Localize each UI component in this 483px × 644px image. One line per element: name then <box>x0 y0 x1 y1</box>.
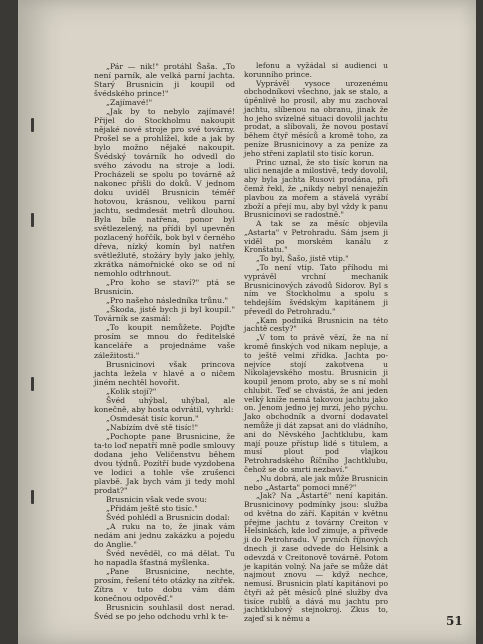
paragraph: „Pro koho se staví?" ptá se Brusnicin. <box>94 278 235 297</box>
paragraph: Brusnicin souhlasil dost nerad. Švéd se po jeho odchodu vrhl k te- <box>94 602 235 621</box>
paragraph: Švéd uhýbal, uhýbal, ale konečně, aby hosta odvrátil, vyhrkl: <box>94 395 235 414</box>
paragraph: „To není vtip. Tato příhodu mi vyprávěl vrchní mechanik Brusnicinových závodů Sidorov. Byl s ním ve Stockholmu a spolu s tehdejším švédským kapitánem ji převedl do Petrohradu." <box>244 262 388 316</box>
paragraph: Brusnicin však vede svou: <box>106 494 208 504</box>
left-text-column <box>94 62 235 621</box>
binding-mark <box>31 490 34 504</box>
paragraph: „Jak by to nebylo zajímavé! Přijel do Stockholmu nakoupit nějaké nové stroje pro své továrny. Prošel se a prohlížel, kde a jak by bylo možno nějaké nakoupit. Švédský továrník ho odvedl do svého závodu na stroje a lodi. Procházeli se spolu po továrně až nakonec přišli do doků. V jednom doku uviděl Brusnicin téměř hotovou, krásnou, velikou parní jachtu, sedmdesát metrů dlouhou. Byla bíle natřena, ponor byl světlezelený, na přídi byl upevněn pozlacený hořčík, bok byl v černého dřeva, nízký komín byl natřen světležlutě, stožáry byly jako jehly, zkrátka námořnické oko se od ní nemohlo odtrhnout. <box>94 107 235 279</box>
paragraph: „Kolik stojí?" <box>106 386 157 396</box>
paragraph: „Jak? Na „Astartě" není kapitán. Brusnicinovy podmínky jsou: služba od května do září. Kapitán v květnu přejme jachtu z továrny Creiton v Helsinkách, kde loď zimuje, a přivede ji do Petrohradu. V prvních říjnových dnech ji zase odvede do Helsink a odevzdá v Creitonově továrně. Potom je kapitán volný. Na jaře se může dát najmout znovu — když nechce, nemusí. Brusnicin platí kapitánovi po čtyři až pět měsíců plné služby dva tisíce rublů a dává mu jachtu pro jachtklubový stejnokroj. Zkus to, zajeď si k němu a <box>244 491 388 624</box>
paragraph: A tak se za měsíc objevila „Astarta" v Petrohradu. Sám jsem ji viděl po morském kanálu z Kronštatu." <box>244 219 388 255</box>
paragraph: „Nabízím dvě stě tisíc!" <box>106 422 199 432</box>
paragraph: „Pro našeho následníka trůnu." <box>106 296 229 306</box>
page-number: 51 <box>446 614 463 628</box>
binding-mark <box>31 213 34 227</box>
paragraph: Švéd nevěděl, co má dělat. Tu ho napadla šťastná myšlenka. <box>94 548 235 567</box>
paragraph: „Pár — nik!" protáhl Šaša. „To není parník, ale velká parní jachta. Starý Brusnicin ji koupil od švédského prince!" <box>94 62 235 99</box>
paragraph: „Přidám ještě sto tisíc." <box>106 503 198 513</box>
right-text-column <box>244 62 388 624</box>
paragraph: „Pane Brusnicine, nechte, prosím, řešení této otázky na zítřek. Zítra v tuto dobu vám dám konečnou odpověď." <box>94 566 235 603</box>
paragraph: Švéd pohlédl a Brusnicin dodal: <box>106 512 230 522</box>
paragraph: „Osmdesát tisíc korun." <box>106 413 199 423</box>
paragraph: „Zajímavé!" <box>106 98 153 108</box>
binding-mark <box>31 377 34 391</box>
paragraph: „A ruku na to, že jinak vám nedám ani jednu zakázku a pojedu do Anglie." <box>94 521 235 549</box>
paragraph: lefonu a vyžádal si audienci u korunního prince. <box>244 61 388 79</box>
paragraph: Vyprávěl vysoce urozenému obchodníkovi všechno, jak se stalo, a úpěnlivě ho prosil, aby mu zachoval jachtu, slíbenou na obranu, jinak že ho jeho svízelné situaci dovolil jachtu prodat, a slíbovali, že novou postaví během čtyř měsíců a kromě toho, za peníze Brusnicinovy a za peníze za jeho střeni zaplatil sto tisíc korun. <box>244 78 388 158</box>
paragraph: „Pochopte pane Brusnicine, že ta-to loď nepatří mně podle smlouvy dodana jeho Veličenstvu během dvou týdnů. Pozítří bude vyzdobena ve lodici a tohle vše zrušenci plavbě. Jak bych vám ji tedy mohl prodat?" <box>94 431 235 495</box>
paragraph: „Nu dobrá, ale jak může Brusnicin nebo „Astarta" pomoci mně?" <box>244 473 388 492</box>
paragraph: „Kam podniká Brusnicin na této jachtě cesty?" <box>244 315 388 334</box>
paragraph: Princ uznal, že sto tisíc korun na ulici nenajde a milostivě, tedy dovolil, aby byla jachta Rusovi prodána, při čemž řekl, že „nikdy nebyl nenaježín plavbou za mořem a stávelá vyrábí zboží a přejí mu, aby byl vždy k panu Brusnicinovi se radostně." <box>244 157 388 220</box>
paragraph: „Škoda, jistě bych ji byl koupil." Továrník se zasmál: <box>94 305 235 324</box>
binding-mark <box>31 118 34 132</box>
paragraph: „To koupit nemůžete. Pojďte prosím se mnou do ředitelské kanceláře a projednáme vaše záležitosti." <box>94 323 235 360</box>
paragraph: Brusnicinovi však princova jachta ležela v hlavě a o ničem jiném nechtěl hovořit. <box>94 359 235 387</box>
paragraph: „To byl, Šašo, jistě vtip." <box>256 254 349 264</box>
paragraph: „V tom to právě vězí, že na ní kromě finských vod nikam nepluje, a to ještě velmi zřídka. Jachta po-nejvíce stojí zakotvena u Nikolajevského mostu. Brusnicin ji koupil jenom proto, aby se s ní mohl chlubit. Teď se chvástá, že ani jeden velký kníže nemá takovou jachtu jako on. Jenom jedno jej mrzí, jeho pýchu. Jako obchodník a dvorní dodavatel nemůže ji dát zapsat ani do vládního, ani do Něvského Jachtklubu, kam mají pouze přístup lidé s titulem, a musí plout pod vlajkou Petrohradského Říčního Jachtklubu, čehož se do smrti nezbaví." <box>244 333 388 474</box>
